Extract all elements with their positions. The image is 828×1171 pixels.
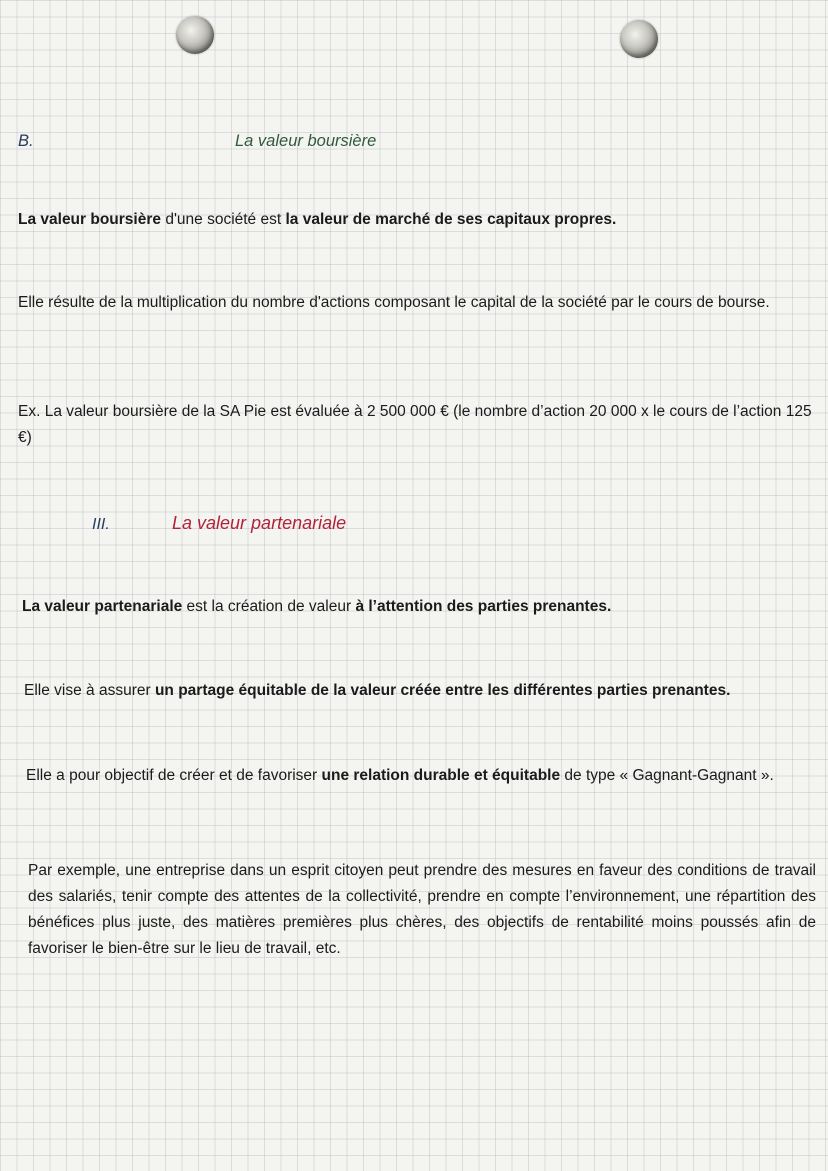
- text: de type « Gagnant-Gagnant ».: [560, 767, 774, 784]
- section-title-valeur-partenariale: La valeur partenariale: [172, 513, 347, 533]
- emphasis: la valeur de marché de ses capitaux propres.: [285, 211, 617, 228]
- emphasis: à l’attention des parties prenantes.: [355, 598, 612, 615]
- term-valeur-boursiere: La valeur boursière: [18, 211, 162, 228]
- paragraph-definition-valeur-boursiere: [18, 207, 818, 233]
- section-numeral: III.: [92, 516, 110, 533]
- text: est la création de valeur: [182, 598, 356, 615]
- term-valeur-partenariale: La valeur partenariale: [22, 598, 183, 615]
- section-title-valeur-boursiere: La valeur boursière: [235, 132, 377, 150]
- paragraph-calcul: Elle résulte de la multiplication du nombre d'actions composant le capital de la société par le cours de bourse.: [18, 294, 770, 311]
- paragraph-exemple-entreprise: Par exemple, une entreprise dans un esprit citoyen peut prendre des mesures en faveur des conditions de travail des salariés, tenir compte des attentes de la collectivité, prendre en compte l’environnement, une répartition des bénéfices plus juste, des matières premières plus chères, des objectifs de rentabilité moins poussés afin de favoriser le bien-être sur le lieu de travail, etc.: [28, 862, 816, 957]
- paragraph-objectif: [26, 763, 816, 789]
- punch-hole-left: [176, 16, 214, 54]
- paragraph-definition-valeur-partenariale: [22, 594, 822, 620]
- section-letter: B.: [18, 132, 34, 150]
- punch-hole-right: [620, 20, 658, 58]
- emphasis: une relation durable et équitable: [321, 767, 561, 784]
- text: d'une société est: [161, 211, 286, 228]
- paragraph-exemple: Ex. La valeur boursière de la SA Pie est évaluée à 2 500 000 € (le nombre d’action 20 000 x le cours de l’action 125 €): [18, 403, 812, 446]
- text: Elle vise à assurer: [24, 682, 155, 699]
- paragraph-partage: [24, 678, 824, 704]
- text: Elle a pour objectif de créer et de favoriser: [26, 767, 322, 784]
- emphasis: un partage équitable de la valeur créée entre les différentes parties prenantes.: [154, 682, 731, 699]
